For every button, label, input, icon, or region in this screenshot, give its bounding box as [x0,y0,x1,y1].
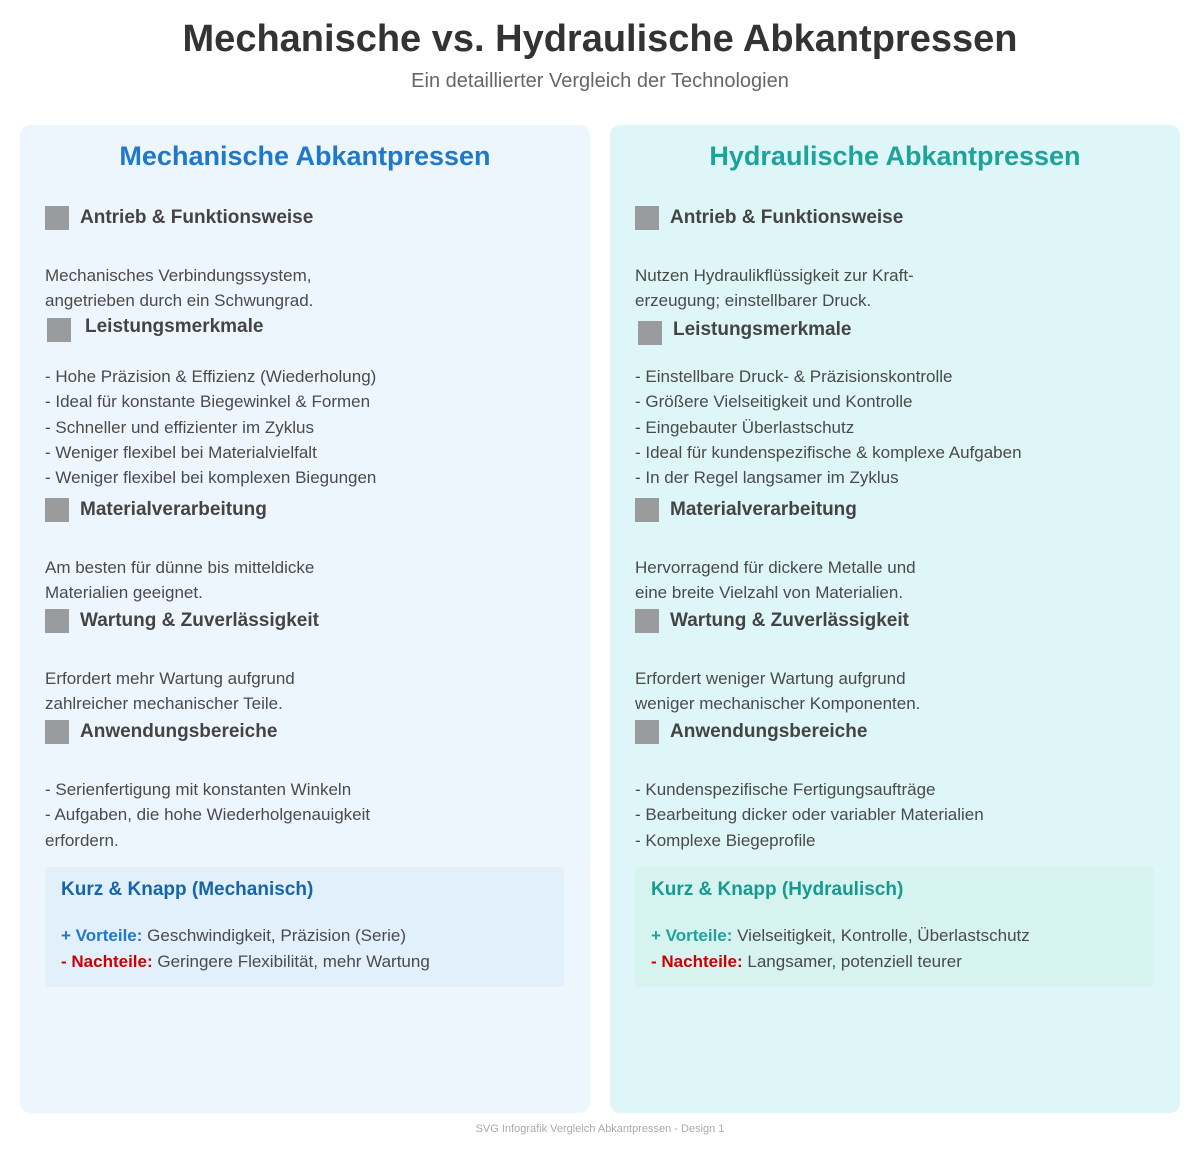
text-line: - In der Regel langsamer im Zyklus [635,468,899,488]
text-line: eine breite Vielzahl von Materialien. [635,583,904,603]
text-line: Erfordert weniger Wartung aufgrund [635,669,906,688]
text-line: - Ideal für kundenspezifische & komplexe Aufgaben [635,442,1022,462]
section-text-applications [635,777,1155,853]
section-text-material [635,555,1155,606]
section-text-maintenance [45,666,565,717]
section-label: Antrieb & Funktionsweise [670,207,904,228]
panel-title: Mechanische Abkantpressen [119,141,491,171]
section-label: Antrieb & Funktionsweise [80,207,314,228]
text-line: erfordern. [45,830,119,850]
gray-square-icon [45,720,69,744]
text-line: - Ideal für konstante Biegewinkel & Formen [45,392,371,412]
section-text-applications [45,777,565,853]
text-line: - Aufgaben, die hohe Wiederholgenauigkeit [45,805,371,825]
mechanical-panel [20,125,590,1113]
pros-label: + Vorteile: [651,926,733,945]
text-line: - Serienfertigung mit konstanten Winkeln [45,780,352,799]
page-subtitle: Ein detaillierter Vergleich der Technologien [411,70,789,92]
gray-square-icon [45,206,69,230]
section-label: Anwendungsbereiche [670,721,868,742]
text-line: - Schneller und effizienter im Zyklus [45,417,314,437]
section-text-performance [45,364,565,490]
pros-label: + Vorteile: [61,926,143,945]
text-line: zahlreicher mechanischer Teile. [45,694,283,714]
gray-square-icon [47,318,71,342]
text-line: - Kundenspezifische Fertigungsaufträge [635,780,936,799]
cons-line [61,952,430,972]
text-line: angetrieben durch ein Schwungrad. [45,291,314,311]
text-line: - Hohe Präzision & Effizienz (Wiederholung) [45,367,377,386]
page-title: Mechanische vs. Hydraulische Abkantpressen [182,18,1018,60]
gray-square-icon [635,498,659,522]
text-line: - Komplexe Biegeprofile [635,830,816,850]
cons-text: Geringere Flexibilität, mehr Wartung [157,952,430,971]
pros-text: Geschwindigkeit, Präzision (Serie) [147,926,407,945]
text-line: - Bearbeitung dicker oder variabler Materialien [635,805,984,825]
gray-square-icon [638,321,662,345]
text-line: - Einstellbare Druck- & Präzisionskontrolle [635,367,953,386]
summary-title: Kurz & Knapp (Mechanisch) [61,879,314,900]
section-text-drive [45,263,565,314]
text-line: Materialien geeignet. [45,583,203,603]
gray-square-icon [635,720,659,744]
section-label: Wartung & Zuverlässigkeit [670,610,909,631]
pros-text: Vielseitigkeit, Kontrolle, Überlastschutz [737,926,1030,945]
gray-square-icon [635,609,659,633]
cons-label: - Nachteile: [651,952,743,971]
section-text-maintenance [635,666,1155,717]
text-line: Am besten für dünne bis mitteldicke [45,558,315,577]
text-line: Mechanisches Verbindungssystem, [45,266,312,285]
footer-note: SVG Infografik Vergleich Abkantpressen - Design 1 [475,1123,725,1135]
gray-square-icon [635,206,659,230]
summary-box [45,867,564,987]
section-label: Leistungsmerkmale [85,316,264,337]
section-label: Materialverarbeitung [80,499,267,520]
cons-line [651,952,962,972]
pros-line [651,926,1030,946]
section-label: Wartung & Zuverlässigkeit [80,610,319,631]
section-text-performance [635,364,1155,490]
section-label: Materialverarbeitung [670,499,857,520]
section-text-material [45,555,565,606]
section-text-drive [635,263,1155,314]
pros-line [61,926,406,946]
text-line: - Eingebauter Überlastschutz [635,417,855,437]
cons-text: Langsamer, potenziell teurer [747,952,962,971]
text-line: - Weniger flexibel bei Materialvielfalt [45,442,317,462]
text-line: Erfordert mehr Wartung aufgrund [45,669,295,688]
text-line: - Größere Vielseitigkeit und Kontrolle [635,392,913,412]
text-line: - Weniger flexibel bei komplexen Biegungen [45,468,377,488]
text-line: weniger mechanischer Komponenten. [635,694,921,714]
gray-square-icon [45,498,69,522]
text-line: Nutzen Hydraulikflüssigkeit zur Kraft- [635,266,914,285]
panel-title: Hydraulische Abkantpressen [709,141,1081,171]
summary-title: Kurz & Knapp (Hydraulisch) [651,879,904,900]
text-line: erzeugung; einstellbarer Druck. [635,291,872,311]
hydraulic-panel [610,125,1180,1113]
text-line: Hervorragend für dickere Metalle und [635,558,916,577]
summary-box [635,867,1154,987]
cons-label: - Nachteile: [61,952,153,971]
section-label: Leistungsmerkmale [673,319,852,340]
section-label: Anwendungsbereiche [80,721,278,742]
gray-square-icon [45,609,69,633]
